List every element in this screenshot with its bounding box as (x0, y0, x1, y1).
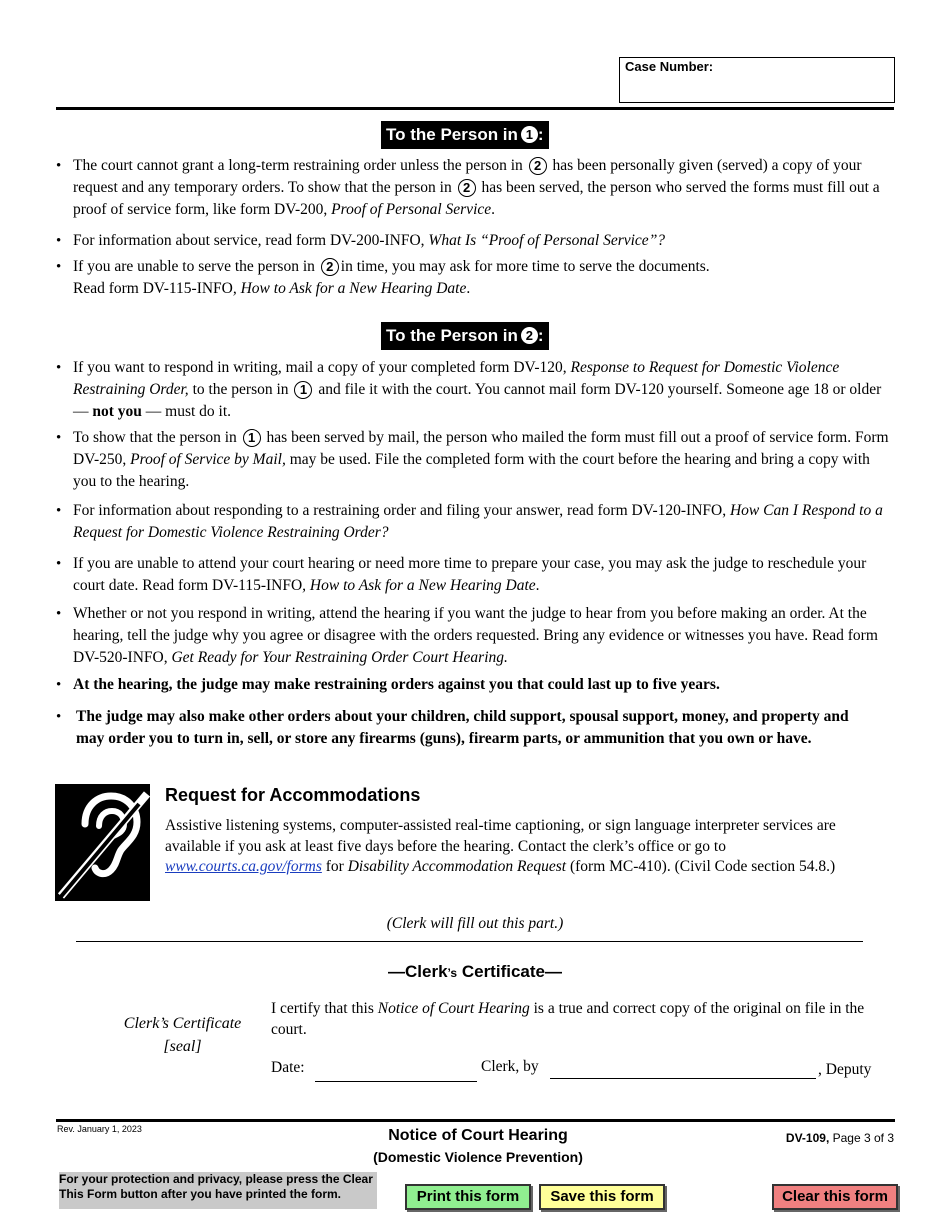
privacy-note: For your protection and privacy, please press the Clear This Form button after you have printed the form. (59, 1172, 377, 1209)
deputy-label: , Deputy (818, 1061, 872, 1078)
clerk-divider (76, 941, 863, 942)
footer-divider (56, 1119, 895, 1122)
person-2-number-icon: 2 (529, 157, 547, 175)
section-heading-person-1: To the Person in 1 : (381, 121, 549, 149)
save-form-button[interactable]: Save this form (539, 1184, 665, 1210)
list-item: • If you want to respond in writing, mail a copy of your completed form DV-120, Response to Request for Domestic Violence Restraining Order, to the person in 1 and file it with the court. You cannot mail form DV-120 yourself. Someone age 18 or older — not you — must do it. (73, 357, 893, 423)
clerk-seal-area: Clerk’s Certificate [seal] (123, 1015, 242, 1055)
clerk-certificate-title: —Clerk’s Certificate— (388, 962, 562, 981)
form-title: Notice of Court Hearing (388, 1127, 568, 1144)
list-item: • If you are unable to serve the person in 2 in time, you may ask for more time to serve the documents. Read form DV-115-INFO, How to Ask for a New Hearing Date. (73, 256, 893, 300)
revision-date: Rev. January 1, 2023 (57, 1124, 142, 1134)
section-heading-text: To the Person in (386, 326, 518, 345)
list-item: • For information about responding to a restraining order and filing your answer, read form DV-120-INFO, How Can I Respond to a Request for Domestic Violence Restraining Order? (73, 500, 893, 544)
accommodations-title: Request for Accommodations (165, 785, 421, 805)
form-subtitle: (Domestic Violence Prevention) (373, 1149, 583, 1165)
clerk-by-label: Clerk, by (481, 1058, 539, 1075)
person-1-number-icon: 1 (521, 126, 538, 143)
header-divider (56, 107, 894, 110)
list-item: • The court cannot grant a long-term restraining order unless the person in 2 has been personally given (served) a copy of your request and any temporary orders. To show that the person in 2 has been served, the person who served the forms must fill out a proof of service form, like form DV-200, Proof of Personal Service. (73, 155, 893, 221)
list-item: • To show that the person in 1 has been served by mail, the person who mailed the form must fill out a proof of service form. Form DV-250, Proof of Service by Mail, may be used. File the completed form with the court before the hearing and bring a copy with you to the hearing. (73, 427, 893, 493)
person-2-number-icon: 2 (521, 327, 538, 344)
person-2-number-icon: 2 (321, 258, 339, 276)
case-number-label: Case Number: (625, 59, 714, 74)
person-1-number-icon: 1 (294, 381, 312, 399)
clerk-fill-note: (Clerk will fill out this part.) (386, 915, 564, 932)
clear-form-button[interactable]: Clear this form (772, 1184, 898, 1210)
list-item: • If you are unable to attend your court hearing or need more time to prepare your case, you may ask the judge to reschedule your court date. Read form DV-115-INFO, How to Ask for a New Hearing Date. (73, 553, 893, 597)
list-item: • Whether or not you respond in writing, attend the hearing if you want the judge to hear from you before making an order. At the hearing, tell the judge why you agree or disagree with the orders requested. Bring any evidence or witnesses you have. Read form DV-520-INFO, Get Ready for Your Restraining Order Court Hearing. (73, 603, 893, 669)
list-item: • For information about service, read form DV-200-INFO, What Is “Proof of Personal Service”? (73, 230, 893, 252)
print-form-button[interactable]: Print this form (405, 1184, 531, 1210)
list-item: • The judge may also make other orders about your children, child support, spousal support, money, and property and may order you to turn in, sell, or store any firearms (guns), firearm parts, or ammunition that you own or have. (76, 706, 876, 750)
date-field[interactable] (315, 1081, 477, 1082)
hearing-accessibility-icon (55, 784, 150, 901)
courts-forms-link[interactable]: www.courts.ca.gov/forms (165, 858, 322, 875)
list-item: • At the hearing, the judge may make restraining orders against you that could last up to five years. (73, 674, 893, 696)
date-label: Date: (271, 1059, 305, 1076)
clerk-certify-text: I certify that this Notice of Court Hearing is a true and correct copy of the original on file in the court. (271, 1000, 865, 1038)
section-heading-text: To the Person in (386, 125, 518, 144)
clerk-signature-field[interactable] (550, 1078, 816, 1079)
case-number-field[interactable] (619, 57, 895, 103)
accommodations-text: Assistive listening systems, computer-assisted real-time captioning, or sign language interpreter services are available if you ask at least five days before the hearing. Contact the clerk’s office or go to www.courts.ca.gov/forms for Disability Accommodation Request (form MC-410). (Civil Code section 54.8.) (165, 817, 836, 875)
person-2-number-icon: 2 (458, 179, 476, 197)
section-heading-person-2: To the Person in 2 : (381, 322, 549, 350)
form-id-page: DV-109, Page 3 of 3 (785, 1131, 894, 1145)
person-1-number-icon: 1 (243, 429, 261, 447)
